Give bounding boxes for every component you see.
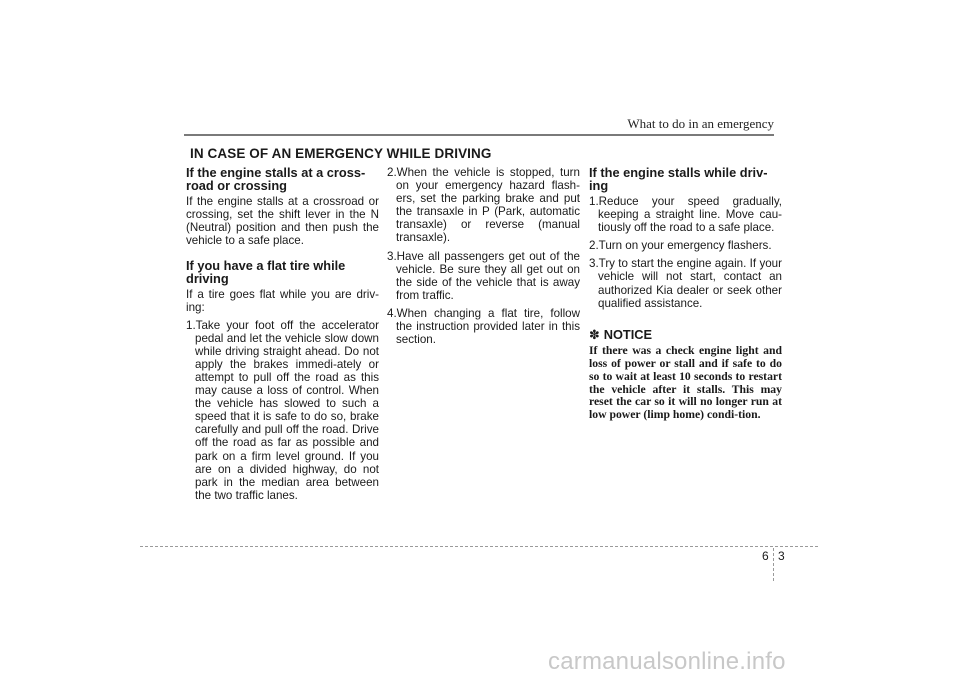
watermark: carmanualsonline.info: [548, 648, 786, 675]
flat-tire-steps-continued: [387, 166, 580, 346]
paragraph-flat-tire-intro: If a tire goes flat while you are driv-ing:: [186, 288, 379, 315]
section-title: IN CASE OF AN EMERGENCY WHILE DRIVING: [190, 146, 492, 161]
page-number-divider: [773, 548, 774, 581]
paragraph-stall-crossroad: If the engine stalls at a crossroad or crossing, set the shift lever in the N (Neutral) position and then push the vehicle to a safe place.: [186, 195, 379, 248]
list-item: 1.Reduce your speed gradually, keeping a straight line. Move cau-tiously off the road to a safe place.: [589, 195, 782, 235]
column-middle: [387, 166, 580, 358]
heading-stall-driving: If the engine stalls while driv-ing: [589, 165, 768, 193]
footer-rule: [140, 546, 818, 547]
list-item: 2.When the vehicle is stopped, turn on your emergency hazard flash-ers, set the parking brake and put the transaxle in P (Park, automatic transaxle) or reverse (manual transaxle).: [387, 166, 580, 245]
header-rule: [184, 134, 774, 136]
flat-tire-steps: [186, 319, 379, 502]
notice-text: If there was a check engine light and loss of power or stall and if safe to do so to wait at least 10 seconds to restart the vehicle after it stalls. This may reset the car so it will no longer run at low power (limp home) condi-tion.: [589, 343, 782, 422]
notice-star-icon: ✽: [589, 326, 600, 342]
list-item: 3.Have all passengers get out of the vehicle. Be sure they all get out on the side of the vehicle that is away from traffic.: [387, 249, 580, 302]
heading-stall-crossroad: If the engine stalls at a cross-road or crossing: [186, 165, 366, 193]
chapter-number: 6: [762, 549, 769, 563]
list-item: 4.When changing a flat tire, follow the instruction provided later in this section.: [387, 306, 580, 347]
list-item: 2.Turn on your emergency flashers.: [589, 239, 772, 253]
column-left: [186, 166, 379, 514]
heading-flat-tire: If you have a flat tire while driving: [186, 258, 346, 287]
page-number: 3: [778, 549, 785, 563]
stall-driving-steps: [589, 195, 782, 310]
running-title: What to do in an emergency: [627, 116, 774, 131]
column-right: [589, 166, 782, 422]
list-item: 1.Take your foot off the accelerator pedal and let the vehicle slow down while driving straight ahead. Do not apply the brakes immedi-ately or attempt to pull off the road as this may cause a loss of control. When the vehicle has slowed to such a speed that it is safe to do so, brake carefully and pull off the road. Drive off the road as far as possible and park on a firm level ground. If you are on a divided highway, do not park in the median area between the two traffic lanes.: [186, 318, 379, 502]
notice-label: NOTICE: [603, 326, 653, 342]
notice-heading: [589, 328, 782, 341]
list-item: 3.Try to start the engine again. If your vehicle will not start, contact an authorized Kia dealer or seek other qualified assistance.: [589, 257, 782, 310]
